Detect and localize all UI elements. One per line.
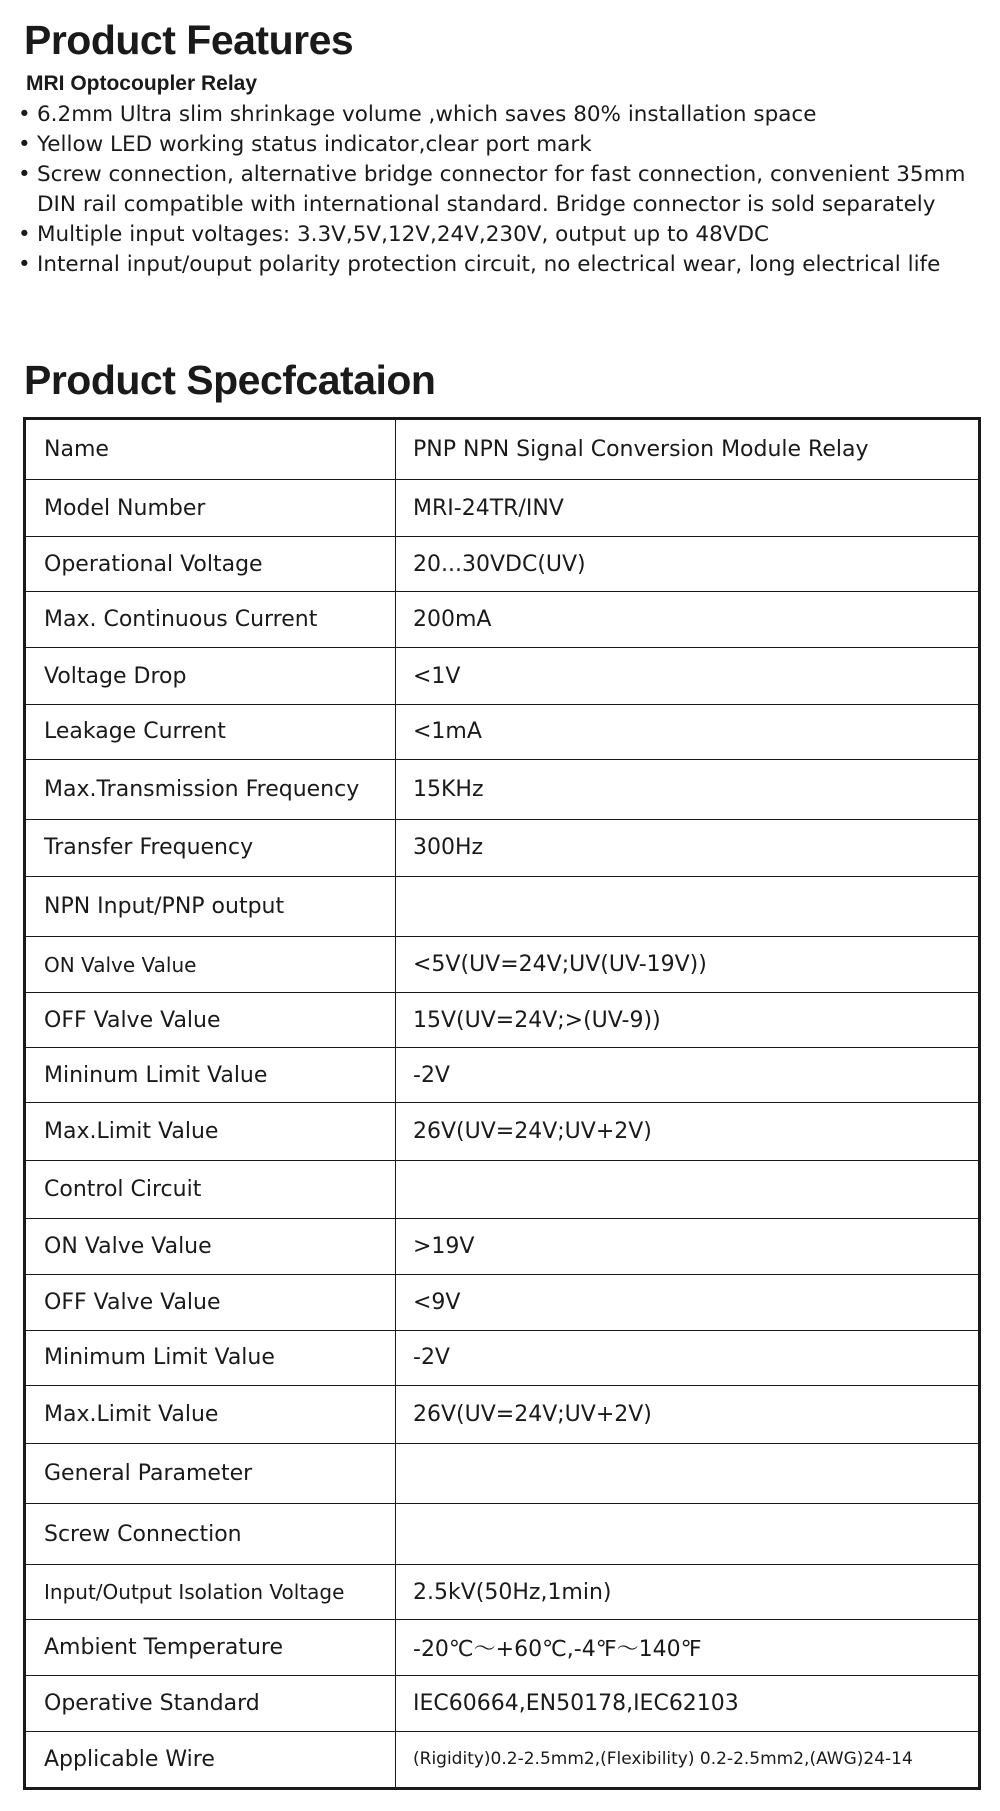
spec-value: 15KHz: [396, 759, 980, 819]
feature-text: Screw connection, alternative bridge connector for fast connection, convenient 35mm DIN rail compatible with international standard. Bridge connector is sold separately: [37, 162, 966, 217]
features-title: Product Features: [24, 17, 354, 63]
table-row: [25, 993, 980, 1048]
spec-value: IEC60664,EN50178,IEC62103: [396, 1675, 980, 1731]
spec-label: Max.Limit Value: [25, 1385, 396, 1443]
spec-value: PNP NPN Signal Conversion Module Relay: [396, 419, 980, 480]
feature-item: [18, 130, 993, 160]
spec-label: ON Valve Value: [25, 1218, 396, 1274]
bullet-icon: •: [18, 132, 31, 157]
feature-text: Internal input/ouput polarity protection circuit, no electrical wear, long electrical life: [37, 252, 941, 277]
spec-label: Max.Transmission Frequency: [25, 759, 396, 819]
bullet-icon: •: [18, 252, 31, 277]
spec-label: Max. Continuous Current: [25, 592, 396, 648]
spec-value: <5V(UV=24V;UV(UV-19V)): [396, 937, 980, 993]
table-row: [25, 1218, 980, 1274]
spec-label: Max.Limit Value: [25, 1103, 396, 1160]
spec-value: 300Hz: [396, 819, 980, 876]
table-row: [25, 592, 980, 648]
spec-value: <1mA: [396, 704, 980, 759]
feature-text: 6.2mm Ultra slim shrinkage volume ,which saves 80% installation space: [37, 102, 817, 127]
feature-item: [18, 160, 993, 220]
spec-label: Operative Standard: [25, 1675, 396, 1731]
table-row: [25, 1675, 980, 1731]
bullet-icon: •: [18, 102, 31, 127]
spec-label: General Parameter: [25, 1444, 396, 1504]
spec-label: Ambient Temperature: [25, 1620, 396, 1675]
spec-label: Mininum Limit Value: [25, 1048, 396, 1103]
spec-value: <1V: [396, 648, 980, 704]
spec-label: Name: [25, 419, 396, 480]
spec-value: 20...30VDC(UV): [396, 537, 980, 592]
feature-item: [18, 250, 993, 280]
spec-value: (Rigidity)0.2-2.5mm2,(Flexibility) 0.2-2.5mm2,(AWG)24-14: [396, 1731, 980, 1788]
spec-value: 2.5kV(50Hz,1min): [396, 1565, 980, 1620]
spec-value: 15V(UV=24V;>(UV-9)): [396, 993, 980, 1048]
table-row: [25, 1731, 980, 1788]
spec-value: 26V(UV=24V;UV+2V): [396, 1385, 980, 1443]
table-row: [25, 1504, 980, 1565]
table-row: [25, 419, 980, 480]
spec-value: -2V: [396, 1048, 980, 1103]
table-row: [25, 1385, 980, 1443]
table-row: [25, 1274, 980, 1330]
spec-label: Model Number: [25, 480, 396, 537]
feature-item: [18, 220, 993, 250]
spec-label: Minimum Limit Value: [25, 1330, 396, 1385]
spec-value: [396, 876, 980, 936]
spec-label: Control Circuit: [25, 1160, 396, 1218]
table-row: [25, 1160, 980, 1218]
spec-value: [396, 1160, 980, 1218]
spec-value: [396, 1504, 980, 1565]
spec-label: OFF Valve Value: [25, 993, 396, 1048]
table-row: [25, 1103, 980, 1160]
feature-item: [18, 100, 993, 130]
spec-label: Screw Connection: [25, 1504, 396, 1565]
table-row: [25, 759, 980, 819]
table-row: [25, 704, 980, 759]
spec-value: >19V: [396, 1218, 980, 1274]
spec-label: OFF Valve Value: [25, 1274, 396, 1330]
spec-label: NPN Input/PNP output: [25, 876, 396, 936]
spec-label: Input/Output Isolation Voltage: [25, 1565, 396, 1620]
bullet-icon: •: [18, 162, 31, 187]
spec-label: Voltage Drop: [25, 648, 396, 704]
spec-label: Operational Voltage: [25, 537, 396, 592]
table-row: [25, 1444, 980, 1504]
spec-label: Leakage Current: [25, 704, 396, 759]
table-row: [25, 1048, 980, 1103]
table-row: [25, 648, 980, 704]
spec-label: Applicable Wire: [25, 1731, 396, 1788]
feature-text: Yellow LED working status indicator,clear port mark: [37, 132, 592, 157]
spec-label: ON Valve Value: [25, 937, 396, 993]
spec-value: -2V: [396, 1330, 980, 1385]
table-row: [25, 819, 980, 876]
specification-title: Product Specfcataion: [24, 357, 436, 403]
features-subtitle: MRI Optocoupler Relay: [26, 72, 258, 95]
table-row: [25, 1565, 980, 1620]
features-list: [18, 100, 993, 280]
table-row: [25, 1330, 980, 1385]
spec-value: 26V(UV=24V;UV+2V): [396, 1103, 980, 1160]
spec-value: 200mA: [396, 592, 980, 648]
spec-value: <9V: [396, 1274, 980, 1330]
spec-value: MRI-24TR/INV: [396, 480, 980, 537]
table-row: [25, 876, 980, 936]
table-row: [25, 537, 980, 592]
table-row: [25, 1620, 980, 1675]
spec-value: -20℃～+60℃,-4℉～140℉: [396, 1620, 980, 1675]
spec-table: [23, 417, 981, 1790]
spec-value: [396, 1444, 980, 1504]
feature-text: Multiple input voltages: 3.3V,5V,12V,24V,230V, output up to 48VDC: [37, 222, 770, 247]
table-row: [25, 937, 980, 993]
table-row: [25, 480, 980, 537]
spec-label: Transfer Frequency: [25, 819, 396, 876]
bullet-icon: •: [18, 222, 31, 247]
